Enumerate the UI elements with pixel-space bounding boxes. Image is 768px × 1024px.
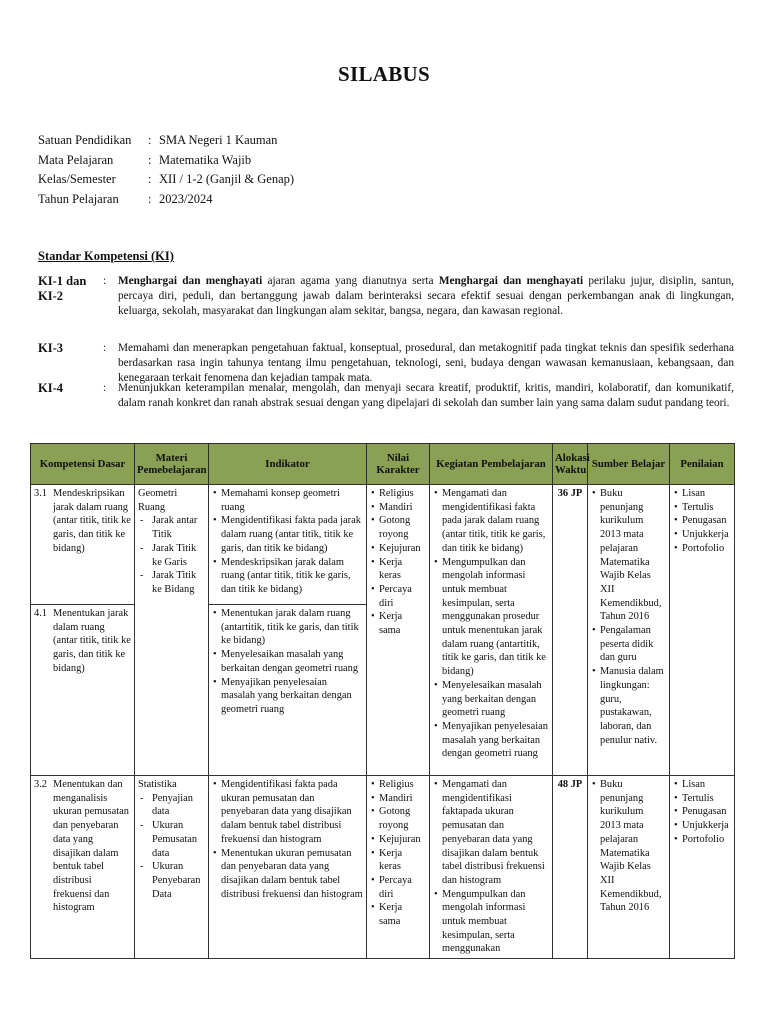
ki-text: Menunjukkan keterampilan menalar, mengolah, dan menyaji secara kreatif, produktif, kritis, mandiri, kolaboratif, dan komunikatif, dalam ranah konkret dan ranah abstrak sesuai dengan yang dipelajari di sekolah dan sumber lain yang sama dalam sudut pandang teori.	[118, 382, 734, 410]
penilaian-item: • Tertulis	[682, 501, 731, 515]
indikator-cell	[209, 776, 367, 959]
ki-4-row	[38, 381, 734, 411]
kegiatan-item: • Menyelesaikan masalah yang berkaitan dengan geometri ruang	[442, 679, 549, 720]
nilai-item: • Gotong royong	[379, 514, 426, 541]
sumber-item: • Manusia dalam lingkungan: guru, pustakawan, laboran, dan penulur nativ.	[600, 665, 666, 747]
penilaian-item: • Penugasan	[682, 805, 731, 819]
kd-number: 3.1	[34, 488, 47, 499]
ki-label: KI-1 dan KI-2	[38, 274, 87, 304]
kd-text: Menentukan jarak dalam ruang (antar titik, titik ke garis, dan titik ke bidang)	[53, 608, 131, 674]
indikator-item: • Memahami konsep geometri ruang	[221, 487, 363, 514]
ki-text	[118, 274, 734, 320]
ki-text: Memahami dan menerapkan pengetahuan faktual, konseptual, prosedural, dan metakognitif pada tingkat teknis dan spesifik sederhana berdasarkan rasa ingin tahunya tentang ilmu pengetahuan, teknologi, seni, budaya dengan wawasan kemanusiaan, kebangsaan, dan kenegaraan terkait fenomena dan kejadian tampak mata.	[118, 342, 734, 385]
penilaian-item: • Portofolio	[682, 833, 731, 847]
indikator-item: • Mendeskripsikan jarak dalam ruang (antar titik, titik ke garis, dan titik ke bidang)	[221, 556, 363, 597]
penilaian-item: • Penugasan	[682, 514, 731, 528]
indikator-list	[212, 487, 363, 597]
kegiatan-cell	[430, 776, 553, 959]
nilai-list	[370, 778, 426, 929]
table-row	[31, 485, 735, 605]
nilai-item: • Kerja sama	[379, 901, 426, 928]
indikator-item: • Menentukan jarak dalam ruang (antartitik, titik ke garis, dan titik ke bidang)	[221, 607, 363, 648]
table-row	[31, 776, 735, 959]
penilaian-item: • Unjukkerja	[682, 819, 731, 833]
info-colon: :	[148, 191, 152, 206]
nilai-item: • Gotong royong	[379, 805, 426, 832]
indikator-item: • Mengidentifikasi fakta pada jarak dalam ruang (antar titik, titik ke garis, dan titik ke bidang)	[221, 514, 363, 555]
info-value: Matematika Wajib	[159, 152, 252, 167]
kd-cell	[31, 776, 135, 959]
nilai-item: • Religius	[379, 778, 426, 792]
nilai-item: • Percaya diri	[379, 874, 426, 901]
sumber-belajar-cell	[588, 776, 670, 959]
sumber-belajar-cell	[588, 485, 670, 776]
kd-cell	[31, 605, 135, 776]
penilaian-item: • Tertulis	[682, 792, 731, 806]
kegiatan-item: • Menyajikan penyelesaian masalah yang berkaitan dengan geometri ruang	[442, 720, 549, 761]
kegiatan-item: • Mengamati dan mengidentifikasi faktapada ukuran pemusatan dan penyebaran data yang disajikan dalam bentuk tabel distribusi frekuensi dan histogram	[442, 778, 549, 888]
ki-label: KI-4	[38, 381, 63, 395]
materi-cell	[135, 776, 209, 959]
indikator-list	[212, 607, 363, 717]
kd-item	[34, 607, 131, 676]
penilaian-item: • Lisan	[682, 778, 731, 792]
indikator-item: • Mengidentifikasi fakta pada ukuran pemusatan dan penyebaran data yang disajikan dalam bentuk tabel distribusi frekuensi dan histogram	[221, 778, 363, 847]
info-value: XII / 1-2 (Ganjil & Genap)	[159, 172, 295, 187]
col-header: Sumber Belajar	[588, 444, 670, 485]
sumber-list	[591, 487, 666, 747]
sumber-list	[591, 778, 666, 915]
materi-title: Geometri Ruang	[138, 488, 178, 513]
materi-cell	[135, 485, 209, 776]
ki-text-part: perilaku jujur, disiplin, santun, percaya diri, peduli, dan bertanggung jawab dalam berinteraksi secara efektif sesuai dengan perkembangan anak di lingkungan, keluarga, sekolah, masyarakat dan lingkungan alam sekitar, bangsa, negara, dan kawasan regional.	[118, 275, 734, 318]
nilai-item: • Kerja sama	[379, 610, 426, 637]
alokasi-waktu: 36 JP	[553, 485, 588, 776]
nilai-item: • Kerja keras	[379, 847, 426, 874]
nilai-item: • Mandiri	[379, 792, 426, 806]
document-title: SILABUS	[338, 62, 430, 86]
indikator-item: • Menentukan ukuran pemusatan dan penyebaran data yang disajikan dalam bentuk tabel distribusi frekuensi dan histogram	[221, 847, 363, 902]
syllabus-table	[30, 443, 735, 959]
kegiatan-list	[433, 778, 549, 956]
standar-kompetensi-heading: Standar Kompetensi (KI)	[38, 249, 174, 263]
sumber-item: • Buku penunjang kurikulum 2013 mata pelajaran Matematika Wajib Kelas XII Kemendikbud, Tahun 2016	[600, 778, 666, 915]
info-row	[38, 151, 294, 171]
ki-colon: :	[103, 275, 107, 287]
ki-bold-text: Menghargai dan menghayati	[438, 275, 584, 287]
ki-colon: :	[103, 382, 107, 394]
col-header: Materi Pemebelajaran	[135, 444, 209, 485]
nilai-item: • Kejujuran	[379, 542, 426, 556]
penilaian-list	[673, 487, 731, 556]
info-row	[38, 190, 294, 210]
ki-1-2-row	[38, 274, 734, 320]
kegiatan-list	[433, 487, 549, 761]
ki-text-part: ajaran agama yang dianutnya serta	[262, 275, 439, 287]
alokasi-waktu: 48 JP	[553, 776, 588, 959]
penilaian-cell	[670, 776, 735, 959]
sumber-item: • Pengalaman peserta didik dan guru	[600, 624, 666, 665]
kegiatan-item: • Mengamati dan mengidentifikasi fakta pada jarak dalam ruang (antar titik, titik ke garis, dan titik ke bidang)	[442, 487, 549, 556]
materi-list	[138, 792, 205, 902]
penilaian-list	[673, 778, 731, 847]
kd-item	[34, 778, 131, 915]
identity-block	[38, 131, 294, 209]
info-colon: :	[148, 172, 152, 187]
col-header: Nilai Karakter	[367, 444, 430, 485]
nilai-item: • Mandiri	[379, 501, 426, 515]
info-label: Mata Pelajaran	[38, 152, 114, 167]
kd-text: Mendeskripsikan jarak dalam ruang (antar titik, titik ke garis, dan titik ke bidang)	[53, 488, 131, 554]
indikator-item: • Menyelesaikan masalah yang berkaitan dengan geometri ruang	[221, 648, 363, 675]
nilai-item: • Percaya diri	[379, 583, 426, 610]
materi-item: - Jarak Titik ke Bidang	[152, 569, 205, 596]
penilaian-cell	[670, 485, 735, 776]
indikator-item: • Menyajikan penyelesaian masalah yang berkaitan dengan geometri ruang	[221, 676, 363, 717]
nilai-item: • Kejujuran	[379, 833, 426, 847]
kegiatan-item: • Mengumpulkan dan mengolah informasi untuk membuat kesimpulan, serta menggunakan	[442, 888, 549, 957]
info-value: 2023/2024	[159, 191, 213, 206]
materi-title: Statistika	[138, 779, 177, 790]
kd-cell	[31, 485, 135, 605]
penilaian-item: • Lisan	[682, 487, 731, 501]
materi-item: - Ukuran Penyebaran Data	[152, 860, 205, 901]
materi-item: - Jarak Titik ke Garis	[152, 542, 205, 569]
info-label: Satuan Pendidikan	[38, 133, 132, 148]
indikator-list	[212, 778, 363, 901]
nilai-karakter-cell	[367, 776, 430, 959]
kegiatan-cell	[430, 485, 553, 776]
col-header: Indikator	[209, 444, 367, 485]
penilaian-item: • Portofolio	[682, 542, 731, 556]
info-row	[38, 170, 294, 190]
materi-item: - Jarak antar Titik	[152, 514, 205, 541]
penilaian-item: • Unjukkerja	[682, 528, 731, 542]
materi-item: - Ukuran Pemusatan data	[152, 819, 205, 860]
info-label: Kelas/Semester	[38, 172, 116, 187]
nilai-item: • Religius	[379, 487, 426, 501]
kd-item	[34, 487, 131, 556]
kd-number: 3.2	[34, 779, 47, 790]
col-header: Kegiatan Pembelajaran	[430, 444, 553, 485]
nilai-karakter-cell	[367, 485, 430, 776]
info-value: SMA Negeri 1 Kauman	[159, 133, 278, 148]
col-header: Penilaian	[670, 444, 735, 485]
col-header: Alokasi Waktu	[553, 444, 588, 485]
info-colon: :	[148, 133, 152, 148]
kd-text: Menentukan dan menganalisis ukuran pemusatan dan penyebaran data yang disajikan dalam bentuk tabel distribusi frekuensi dan histogram	[53, 779, 129, 914]
kegiatan-item: • Mengumpulkan dan mengolah informasi untuk membuat kesimpulan, serta menggunakan prosedur untuk menentukan jarak dalam ruang (antartitik, titik ke garis, dan titik ke bidang)	[442, 556, 549, 679]
nilai-list	[370, 487, 426, 638]
ki-3-row	[38, 341, 734, 387]
table-header-row	[31, 444, 735, 485]
info-row	[38, 131, 294, 151]
info-colon: :	[148, 152, 152, 167]
ki-label: KI-3	[38, 341, 63, 355]
indikator-cell	[209, 485, 367, 605]
materi-item: - Penyajian data	[152, 792, 205, 819]
ki-colon: :	[103, 342, 107, 354]
col-header: Kompetensi Dasar	[31, 444, 135, 485]
materi-list	[138, 514, 205, 596]
sumber-item: • Buku penunjang kurikulum 2013 mata pelajaran Matematika Wajib Kelas XII Kemendikbud, Tahun 2016	[600, 487, 666, 624]
ki-bold-text: Menghargai dan menghayati	[118, 275, 263, 287]
nilai-item: • Kerja keras	[379, 556, 426, 583]
indikator-cell	[209, 605, 367, 776]
kd-number: 4.1	[34, 608, 47, 619]
info-label: Tahun Pelajaran	[38, 191, 119, 206]
